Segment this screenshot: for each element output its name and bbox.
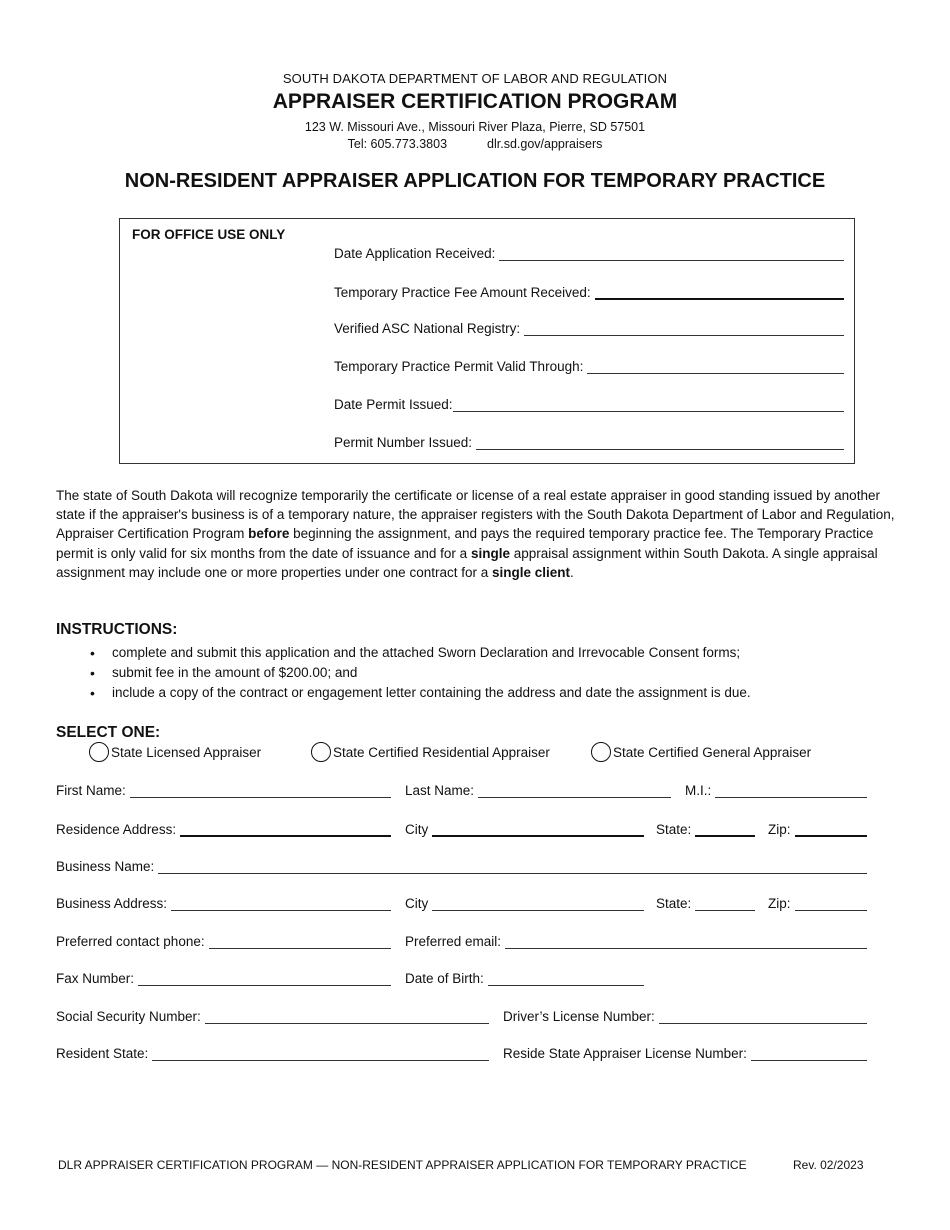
date-issued-field[interactable] [334, 397, 844, 412]
intro-bold-before: before [248, 526, 290, 542]
document-title: NON-RESIDENT APPRAISER APPLICATION FOR TEMPORARY PRACTICE [124, 170, 826, 192]
resident-state-label: Resident State: [56, 1046, 149, 1061]
valid-through-label: Temporary Practice Permit Valid Through: [334, 359, 584, 374]
radio-label: State Certified General Appraiser [613, 744, 812, 760]
telephone: Tel: 605.773.3803 [347, 137, 448, 151]
intro-text-3: appraisal assignment within South Dakota. A single appraisal assignment may include one or more properties under one contract for a [56, 545, 878, 580]
footer-revision: Rev. 02/2023 [793, 1158, 864, 1172]
department-name: SOUTH DAKOTA DEPARTMENT OF LABOR AND REGULATION [282, 71, 668, 86]
residence-state-label: State: [656, 822, 692, 837]
radio-certified-residential[interactable] [311, 742, 550, 762]
email-label: Preferred email: [405, 934, 502, 949]
instruction-item: • submit fee in the amount of $200.00; and [90, 663, 890, 683]
dob-line[interactable] [488, 971, 644, 986]
reside-license-line[interactable] [751, 1046, 867, 1061]
office-use-label: FOR OFFICE USE ONLY [132, 227, 286, 242]
permit-number-line[interactable] [476, 435, 844, 450]
select-one-heading: SELECT ONE: [56, 724, 161, 741]
mi-line[interactable] [715, 783, 867, 798]
fee-received-field[interactable] [334, 284, 844, 300]
business-address-label: Business Address: [56, 896, 168, 911]
drivers-license-field[interactable] [503, 1009, 867, 1024]
resident-state-field[interactable] [56, 1046, 489, 1061]
drivers-license-label: Driver’s License Number: [503, 1009, 655, 1024]
instructions-list [90, 643, 890, 703]
intro-text-4: . [570, 564, 574, 580]
business-name-field[interactable] [56, 859, 867, 874]
intro-text-2: beginning the assignment, and pays the required temporary practice fee. The Temporary Practice permit is only valid for six months from the date of issuance and for a [56, 526, 874, 561]
resident-state-line[interactable] [152, 1046, 489, 1061]
residence-city-line[interactable] [432, 821, 644, 837]
date-received-label: Date Application Received: [334, 246, 496, 261]
residence-city-label: City [405, 822, 429, 837]
business-city-label: City [405, 896, 429, 911]
footer-program-title: DLR APPRAISER CERTIFICATION PROGRAM — NON-RESIDENT APPRAISER APPLICATION FOR TEMPORARY PRACTICE [58, 1158, 747, 1172]
residence-state-field[interactable] [656, 821, 755, 837]
fax-field[interactable] [56, 971, 391, 986]
date-issued-label: Date Permit Issued: [334, 397, 453, 412]
last-name-label: Last Name: [405, 783, 475, 798]
date-received-line[interactable] [499, 246, 844, 261]
permit-number-field[interactable] [334, 435, 844, 450]
last-name-line[interactable] [478, 783, 671, 798]
residence-address-field[interactable] [56, 821, 391, 837]
intro-paragraph [56, 486, 896, 582]
website-link[interactable]: dlr.sd.gov/appraisers [487, 137, 603, 151]
instructions-heading: INSTRUCTIONS: [56, 621, 178, 638]
date-issued-line[interactable] [453, 397, 844, 412]
date-received-field[interactable] [334, 246, 844, 261]
business-city-field[interactable] [405, 896, 644, 911]
instruction-item: • include a copy of the contract or engagement letter containing the address and date the assignment is due. [90, 683, 890, 703]
ssn-field[interactable] [56, 1009, 489, 1024]
first-name-line[interactable] [130, 783, 391, 798]
last-name-field[interactable] [405, 783, 671, 798]
first-name-field[interactable] [56, 783, 391, 798]
business-address-field[interactable] [56, 896, 391, 911]
fee-received-label: Temporary Practice Fee Amount Received: [334, 285, 591, 300]
program-name: APPRAISER CERTIFICATION PROGRAM [272, 90, 678, 113]
fax-label: Fax Number: [56, 971, 135, 986]
permit-number-label: Permit Number Issued: [334, 435, 473, 450]
contact-line [0, 137, 950, 151]
business-name-line[interactable] [158, 859, 867, 874]
residence-state-line[interactable] [695, 821, 755, 837]
business-state-label: State: [656, 896, 692, 911]
email-field[interactable] [405, 934, 867, 949]
instruction-item: • complete and submit this application and the attached Sworn Declaration and Irrevocable Consent forms; [90, 643, 890, 663]
ssn-label: Social Security Number: [56, 1009, 201, 1024]
mi-field[interactable] [685, 783, 867, 798]
residence-zip-field[interactable] [768, 821, 867, 837]
asc-registry-field[interactable] [334, 321, 844, 336]
contact-phone-field[interactable] [56, 934, 391, 949]
radio-state-licensed[interactable] [89, 742, 261, 762]
business-state-line[interactable] [695, 896, 755, 911]
fax-line[interactable] [138, 971, 391, 986]
dob-label: Date of Birth: [405, 971, 484, 986]
radio-certified-general[interactable] [591, 742, 811, 762]
email-line[interactable] [505, 934, 867, 949]
radio-label: State Certified Residential Appraiser [333, 744, 550, 760]
business-city-line[interactable] [432, 896, 644, 911]
ssn-line[interactable] [205, 1009, 489, 1024]
intro-bold-single-client: single client [491, 564, 571, 580]
fee-received-line[interactable] [595, 284, 844, 300]
asc-registry-label: Verified ASC National Registry: [334, 321, 521, 336]
residence-zip-line[interactable] [795, 821, 867, 837]
radio-circle-icon[interactable] [591, 742, 611, 762]
office-address: 123 W. Missouri Ave., Missouri River Plaza, Pierre, SD 57501 [304, 120, 646, 134]
business-zip-line[interactable] [795, 896, 867, 911]
reside-license-field[interactable] [503, 1046, 867, 1061]
mi-label: M.I.: [685, 783, 712, 798]
radio-circle-icon[interactable] [89, 742, 109, 762]
reside-license-label: Reside State Appraiser License Number: [503, 1046, 747, 1061]
dob-field[interactable] [405, 971, 644, 986]
residence-address-line[interactable] [180, 821, 391, 837]
business-name-label: Business Name: [56, 859, 155, 874]
contact-phone-line[interactable] [209, 934, 391, 949]
residence-city-field[interactable] [405, 821, 644, 837]
business-zip-label: Zip: [768, 896, 791, 911]
radio-circle-icon[interactable] [311, 742, 331, 762]
valid-through-line[interactable] [587, 359, 844, 374]
asc-registry-line[interactable] [524, 321, 844, 336]
contact-phone-label: Preferred contact phone: [56, 934, 205, 949]
valid-through-field[interactable] [334, 359, 844, 374]
business-zip-field[interactable] [768, 896, 867, 911]
office-use-box [119, 218, 855, 464]
residence-address-label: Residence Address: [56, 822, 177, 837]
first-name-label: First Name: [56, 783, 126, 798]
radio-label: State Licensed Appraiser [111, 744, 262, 760]
intro-bold-single: single [470, 545, 510, 561]
drivers-license-line[interactable] [659, 1009, 867, 1024]
business-address-line[interactable] [171, 896, 391, 911]
residence-zip-label: Zip: [768, 822, 791, 837]
business-state-field[interactable] [656, 896, 755, 911]
intro-text-1: The state of South Dakota will recognize temporarily the certificate or license of a real estate appraiser in good standing issued by another state if the appraiser's business is of a temporary nature, the appraiser registers with the South Dakota Department of Labor and Regulation, Appraiser Certification Program [56, 488, 895, 542]
